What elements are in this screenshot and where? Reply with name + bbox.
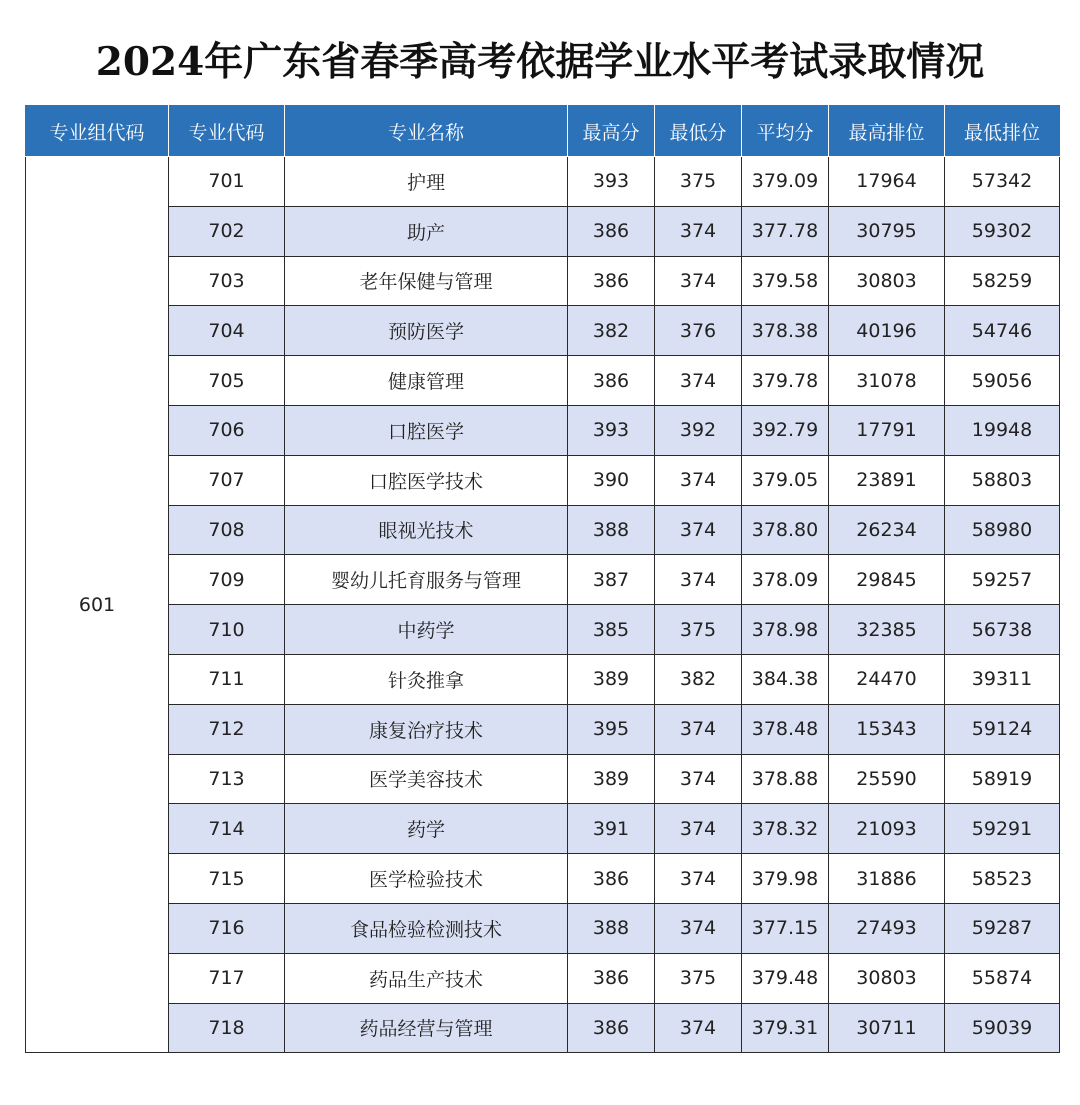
max-score-cell: 386 (568, 356, 655, 406)
major-code-cell: 706 (169, 405, 285, 455)
max-rank-cell: 30803 (829, 256, 945, 306)
min-rank-cell: 58523 (945, 854, 1060, 904)
max-rank-cell: 15343 (829, 704, 945, 754)
table-row (26, 555, 1060, 605)
header-group-code: 专业组代码 (26, 106, 169, 157)
max-rank-cell: 31886 (829, 854, 945, 904)
avg-score-cell: 378.09 (742, 555, 829, 605)
max-rank-cell: 32385 (829, 605, 945, 655)
min-score-cell: 374 (655, 455, 742, 505)
major-name-cell: 婴幼儿托育服务与管理 (285, 555, 568, 605)
avg-score-cell: 378.38 (742, 306, 829, 356)
avg-score-cell: 379.98 (742, 854, 829, 904)
major-name-cell: 护理 (285, 157, 568, 207)
max-rank-cell: 30795 (829, 206, 945, 256)
major-name-cell: 口腔医学技术 (285, 455, 568, 505)
table-row (26, 256, 1060, 306)
min-rank-cell: 57342 (945, 157, 1060, 207)
min-rank-cell: 58980 (945, 505, 1060, 555)
min-score-cell: 375 (655, 953, 742, 1003)
max-rank-cell: 31078 (829, 356, 945, 406)
max-score-cell: 387 (568, 555, 655, 605)
max-rank-cell: 30711 (829, 1003, 945, 1053)
major-code-cell: 714 (169, 804, 285, 854)
min-rank-cell: 54746 (945, 306, 1060, 356)
major-name-cell: 老年保健与管理 (285, 256, 568, 306)
max-score-cell: 386 (568, 256, 655, 306)
table-row (26, 953, 1060, 1003)
header-min-score: 最低分 (655, 106, 742, 157)
major-name-cell: 口腔医学 (285, 405, 568, 455)
min-score-cell: 374 (655, 206, 742, 256)
min-rank-cell: 19948 (945, 405, 1060, 455)
major-code-cell: 703 (169, 256, 285, 306)
min-rank-cell: 59039 (945, 1003, 1060, 1053)
table-body (26, 157, 1060, 1053)
max-score-cell: 385 (568, 605, 655, 655)
max-score-cell: 389 (568, 654, 655, 704)
max-rank-cell: 17791 (829, 405, 945, 455)
table-row (26, 854, 1060, 904)
admission-table (25, 105, 1060, 1053)
major-code-cell: 711 (169, 654, 285, 704)
header-min-rank: 最低排位 (945, 106, 1060, 157)
min-rank-cell: 59257 (945, 555, 1060, 605)
max-rank-cell: 17964 (829, 157, 945, 207)
major-code-cell: 705 (169, 356, 285, 406)
table-row (26, 505, 1060, 555)
min-score-cell: 374 (655, 555, 742, 605)
max-score-cell: 390 (568, 455, 655, 505)
major-name-cell: 健康管理 (285, 356, 568, 406)
major-name-cell: 药学 (285, 804, 568, 854)
min-score-cell: 392 (655, 405, 742, 455)
min-rank-cell: 59124 (945, 704, 1060, 754)
table-row (26, 455, 1060, 505)
max-rank-cell: 29845 (829, 555, 945, 605)
major-code-cell: 717 (169, 953, 285, 1003)
table-row (26, 605, 1060, 655)
max-rank-cell: 25590 (829, 754, 945, 804)
max-score-cell: 386 (568, 854, 655, 904)
avg-score-cell: 379.09 (742, 157, 829, 207)
header-max-rank: 最高排位 (829, 106, 945, 157)
major-name-cell: 药品生产技术 (285, 953, 568, 1003)
max-rank-cell: 21093 (829, 804, 945, 854)
major-name-cell: 眼视光技术 (285, 505, 568, 555)
avg-score-cell: 377.15 (742, 903, 829, 953)
min-score-cell: 374 (655, 704, 742, 754)
table-row (26, 157, 1060, 207)
major-code-cell: 702 (169, 206, 285, 256)
table-row (26, 903, 1060, 953)
table-header-row (26, 106, 1060, 157)
max-rank-cell: 23891 (829, 455, 945, 505)
max-score-cell: 393 (568, 157, 655, 207)
table-row (26, 654, 1060, 704)
major-name-cell: 医学美容技术 (285, 754, 568, 804)
major-name-cell: 针灸推拿 (285, 654, 568, 704)
major-code-cell: 713 (169, 754, 285, 804)
major-code-cell: 707 (169, 455, 285, 505)
avg-score-cell: 379.31 (742, 1003, 829, 1053)
max-score-cell: 382 (568, 306, 655, 356)
major-code-cell: 710 (169, 605, 285, 655)
min-score-cell: 374 (655, 505, 742, 555)
avg-score-cell: 392.79 (742, 405, 829, 455)
min-rank-cell: 59287 (945, 903, 1060, 953)
header-avg-score: 平均分 (742, 106, 829, 157)
avg-score-cell: 378.32 (742, 804, 829, 854)
major-code-cell: 704 (169, 306, 285, 356)
min-score-cell: 382 (655, 654, 742, 704)
min-rank-cell: 59302 (945, 206, 1060, 256)
min-rank-cell: 55874 (945, 953, 1060, 1003)
header-major-code: 专业代码 (169, 106, 285, 157)
table-row (26, 356, 1060, 406)
avg-score-cell: 377.78 (742, 206, 829, 256)
major-code-cell: 701 (169, 157, 285, 207)
min-score-cell: 374 (655, 1003, 742, 1053)
page-title: 2024年广东省春季高考依据学业水平考试录取情况 (95, 39, 985, 85)
min-rank-cell: 56738 (945, 605, 1060, 655)
max-score-cell: 386 (568, 1003, 655, 1053)
min-score-cell: 374 (655, 356, 742, 406)
min-rank-cell: 59056 (945, 356, 1060, 406)
major-code-cell: 716 (169, 903, 285, 953)
max-score-cell: 395 (568, 704, 655, 754)
major-name-cell: 中药学 (285, 605, 568, 655)
major-name-cell: 助产 (285, 206, 568, 256)
major-name-cell: 医学检验技术 (285, 854, 568, 904)
avg-score-cell: 379.48 (742, 953, 829, 1003)
avg-score-cell: 379.78 (742, 356, 829, 406)
max-rank-cell: 27493 (829, 903, 945, 953)
min-rank-cell: 58919 (945, 754, 1060, 804)
avg-score-cell: 378.88 (742, 754, 829, 804)
max-score-cell: 388 (568, 505, 655, 555)
min-score-cell: 375 (655, 157, 742, 207)
max-score-cell: 393 (568, 405, 655, 455)
max-score-cell: 391 (568, 804, 655, 854)
table-row (26, 804, 1060, 854)
major-code-cell: 718 (169, 1003, 285, 1053)
table-row (26, 206, 1060, 256)
avg-score-cell: 384.38 (742, 654, 829, 704)
table-row (26, 306, 1060, 356)
major-code-cell: 708 (169, 505, 285, 555)
group-code-cell: 601 (26, 157, 169, 1053)
table-row (26, 754, 1060, 804)
max-score-cell: 389 (568, 754, 655, 804)
header-max-score: 最高分 (568, 106, 655, 157)
max-score-cell: 386 (568, 953, 655, 1003)
avg-score-cell: 378.80 (742, 505, 829, 555)
max-rank-cell: 26234 (829, 505, 945, 555)
min-score-cell: 374 (655, 754, 742, 804)
avg-score-cell: 379.05 (742, 455, 829, 505)
table-row (26, 405, 1060, 455)
min-score-cell: 375 (655, 605, 742, 655)
min-rank-cell: 58259 (945, 256, 1060, 306)
major-name-cell: 药品经营与管理 (285, 1003, 568, 1053)
min-score-cell: 374 (655, 256, 742, 306)
avg-score-cell: 378.98 (742, 605, 829, 655)
table-row (26, 1003, 1060, 1053)
table-row (26, 704, 1060, 754)
min-score-cell: 376 (655, 306, 742, 356)
min-rank-cell: 59291 (945, 804, 1060, 854)
max-rank-cell: 40196 (829, 306, 945, 356)
max-score-cell: 386 (568, 206, 655, 256)
min-score-cell: 374 (655, 804, 742, 854)
major-code-cell: 715 (169, 854, 285, 904)
max-score-cell: 388 (568, 903, 655, 953)
min-score-cell: 374 (655, 903, 742, 953)
major-name-cell: 食品检验检测技术 (285, 903, 568, 953)
max-rank-cell: 24470 (829, 654, 945, 704)
major-code-cell: 712 (169, 704, 285, 754)
major-name-cell: 康复治疗技术 (285, 704, 568, 754)
header-major-name: 专业名称 (285, 106, 568, 157)
avg-score-cell: 378.48 (742, 704, 829, 754)
major-name-cell: 预防医学 (285, 306, 568, 356)
avg-score-cell: 379.58 (742, 256, 829, 306)
min-rank-cell: 39311 (945, 654, 1060, 704)
min-rank-cell: 58803 (945, 455, 1060, 505)
major-code-cell: 709 (169, 555, 285, 605)
min-score-cell: 374 (655, 854, 742, 904)
max-rank-cell: 30803 (829, 953, 945, 1003)
